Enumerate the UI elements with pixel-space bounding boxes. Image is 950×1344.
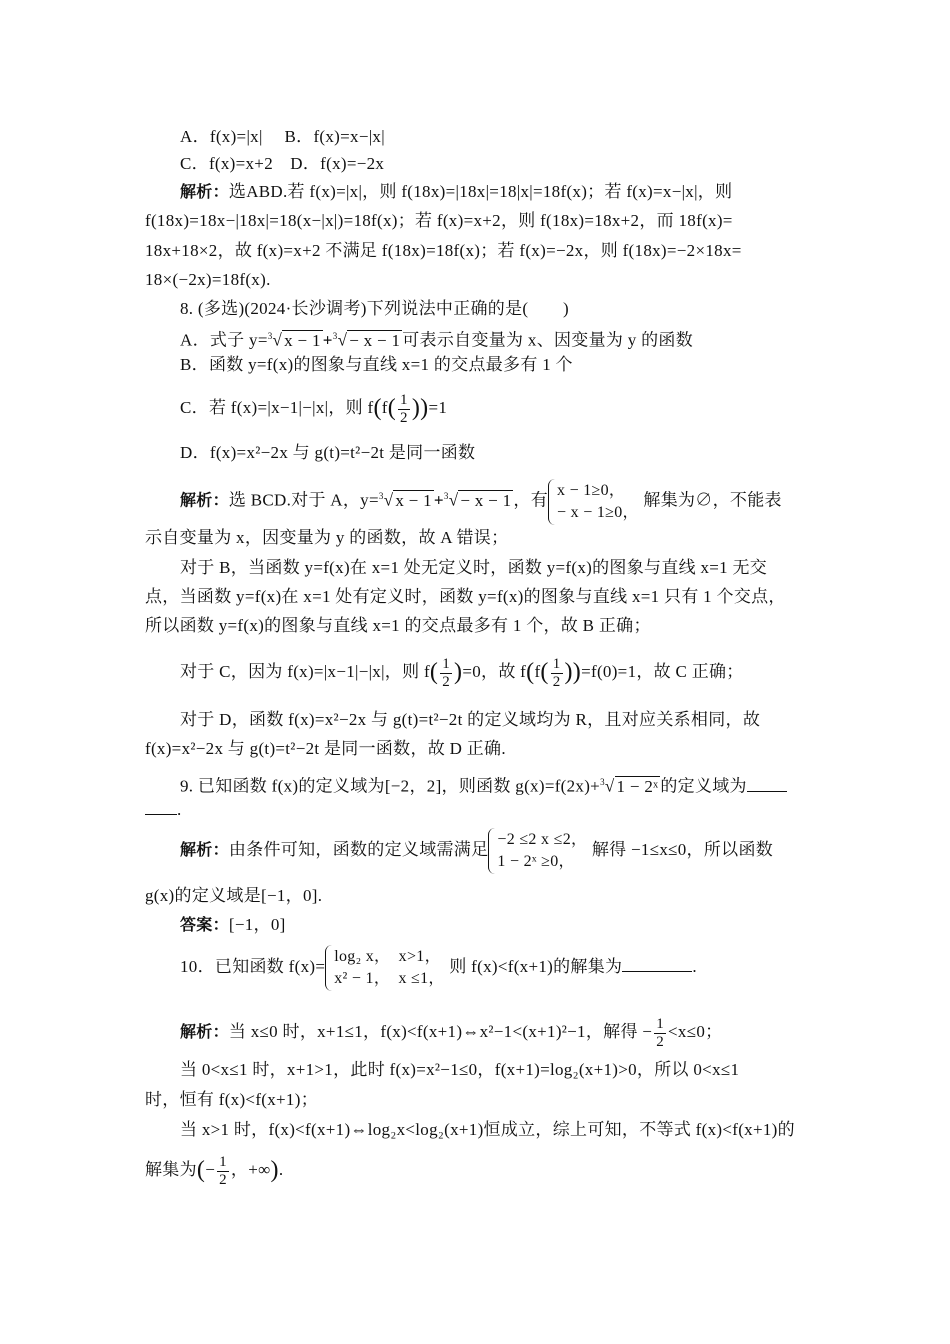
q7-analysis-line-1 [180,180,840,205]
analysis-label: 解析： [180,842,229,859]
q9-analysis-line-2: g(x)的定义域是[−1，0]. [145,886,323,905]
fraction-one-half: $\frac{1}{2}$ [219,1153,227,1188]
q10-interval-upper: ，+∞ [230,1160,271,1179]
q8-option-a-plus: + [322,330,333,350]
q9-answer-value: [−1，0] [228,915,286,934]
q8-analysis-b-line-1: 对于 B，当函数 y=f(x)在 x=1 处无定义时，函数 y=f(x)的图象与直线 x=1 无交 [180,558,768,577]
analysis-label: 解析： [180,492,229,510]
q8-analysis-c-pre: 对于 C，因为 f(x)=|x−1|−|x|，则 f [180,662,430,681]
fraction-one-half: $\frac{1}{2}$ [552,655,561,690]
q10-analysis-line-1 [180,1010,840,1055]
q10-analysis-end: . [278,1160,284,1179]
q8-analysis-c-mid: =0，故 f [462,662,527,681]
q8-option-d: D．f(x)=x²−2x 与 g(t)=t²−2t 是同一函数 [180,443,476,462]
answer-blank-continued[interactable] [145,814,177,815]
fraction-one-half: $\frac{1}{2}$ [400,391,408,426]
q10-analysis-line-5: 解集为(− $\frac{1}{2}$ ，+∞). [145,1153,284,1188]
q10-analysis-line-5-pre: 解集为 [145,1160,197,1179]
q8-option-a-radicand-2: − x − 1 [349,330,401,350]
q8-analysis-c: 对于 C，因为 f(x)=|x−1|−|x|，则 f( $\frac{1}{2}$ )=0，故 f(f( $\frac{1}{2}$ ))=f(0)=1，故 C 正确； [180,655,744,690]
q8-stem: 8. (多选)(2024·长沙调考)下列说法中正确的是( ) [180,299,569,318]
answer-blank[interactable] [622,971,692,972]
q8-inequality-system: x − 1≥0， − x − 1≥0， [548,479,639,525]
q10-analysis-line-3: 时，恒有 f(x)<f(x+1)； [145,1090,318,1109]
q10-interval-minus: − [205,1160,216,1179]
q10-analysis-line-4: 当 x>1 时，f(x)<f(x+1)⇔log₂x<log₂(x+1)恒成立，综上可知，不等式 f(x)<f(x+1)的 [180,1120,795,1139]
q10-analysis-line-2: 当 0<x≤1 时，x+1>1，此时 f(x)=x²−1≤0，f(x+1)=log₂(x+1)>0，所以 0<x≤1 [180,1060,740,1079]
q8-analysis-a-post: 解集为∅，不能表 [643,490,782,510]
q8-option-c-pre: C．若 f(x)=|x−1|−|x|，则 f [180,398,374,417]
q9-stem-end: . [177,800,182,819]
q10-stem [180,944,840,991]
q9-analysis-line-1 [180,828,840,874]
q8-option-b: B．函数 y=f(x)的图象与直线 x=1 的交点最多有 1 个 [180,355,573,374]
q8-analysis-a-line-2: 示自变量为 x，因变量为 y 的函数，故 A 错误； [145,528,509,547]
analysis-label: 解析： [180,184,229,201]
q10-stem-end: . [692,957,697,976]
q7-analysis-text-1: 选ABD.若 f(x)=|x|，则 f(18x)=|18x|=18|x|=18f(x)；若 f(x)=x−|x|，则 [228,182,733,201]
q8-option-a-pre: A．式子 y= [180,330,268,350]
q8-analysis-radicand-2: − x − 1 [460,490,512,510]
answer-blank[interactable] [747,791,787,792]
q7-options-ab: A．f(x)=|x| B．f(x)=x−|x| [180,127,385,146]
q10-piecewise-function: log₂ x， x>1， x² − 1， x ≤1， [325,945,445,991]
q8-analysis-d-line-1: 对于 D，函数 f(x)=x²−2x 与 g(t)=t²−2t 的定义域均为 R，且对应关系相同，故 [180,710,761,729]
q9-analysis-post: 解得 −1≤x≤0，所以函数 [591,840,774,859]
q9-stem: 9. 已知函数 f(x)的定义域为[−2，2]，则函数 g(x)=f(2x)+$^3$√ 1 − 2ˣ 的定义域为 [180,770,840,799]
fraction-one-half: $\frac{1}{2}$ [656,1015,665,1050]
q9-stem-pre: 9. 已知函数 f(x)的定义域为[−2，2]，则函数 g(x)=f(2x)+ [180,776,601,796]
q8-analysis-a-pre: 选 BCD.对于 A，y= [228,490,379,510]
q10-stem-pre: 10．已知函数 f(x)= [180,957,326,976]
q8-option-c-post: =1 [428,398,448,417]
q9-stem-line-2 [145,798,805,822]
q7-options-cd: C．f(x)=x+2 D．f(x)=−2x [180,154,385,173]
q7-analysis-line-2: f(18x)=18x−|18x|=18(x−|x|)=18f(x)；若 f(x)=x+2，则 f(18x)=18x+2，而 18f(x)= [145,211,733,230]
q8-analysis-c-post: =f(0)=1，故 C 正确； [581,662,744,681]
q9-analysis-pre: 由条件可知，函数的定义域需满足 [228,840,489,859]
q9-stem-post: 的定义域为 [660,776,747,796]
q8-option-a-radicand-1: x − 1 [284,330,321,350]
q8-analysis-d-line-2: f(x)=x²−2x 与 g(t)=t²−2t 是同一函数，故 D 正确. [145,739,506,758]
q8-option-a: A．式子 y=$^3$√ x − 1 +$^3$√ − x − 1 可表示自变量为 x、因变量为 y 的函数 [180,330,693,350]
q8-option-c: C．若 f(x)=|x−1|−|x|，则 f(f( $\frac{1}{2}$ ))=1 [180,391,448,426]
answer-label: 答案： [180,917,229,934]
q8-analysis-line-1: 解析：选 BCD.对于 A，y=$^3$√ x − 1 +$^3$√ − x − 1 ，有 x − 1≥0， − x − 1≥0， 解集为∅，不能表 [180,474,840,525]
analysis-label: 解析： [180,1024,229,1041]
q7-analysis-line-3: 18x+18×2，故 f(x)=x+2 不满足 f(18x)=18f(x)；若 f(x)=−2x，则 f(18x)=−2×18x= [145,241,742,260]
q10-stem-post: 则 f(x)<f(x+1)的解集为 [449,957,623,976]
q8-analysis-radicand-1: x − 1 [395,490,432,510]
fraction-one-half: $\frac{1}{2}$ [442,655,451,690]
q8-option-a-post: 可表示自变量为 x、因变量为 y 的函数 [402,330,693,350]
q10-analysis-line-1-post: <x≤0； [668,1022,723,1041]
q10-analysis-line-1-pre: 当 x≤0 时，x+1≤1，f(x)<f(x+1)⇔x²−1<(x+1)²−1，解得 − [228,1022,653,1041]
q9-answer [180,913,840,938]
q9-inequality-system: −2 ≤2 x ≤2， 1 − 2ˣ ≥0， [488,828,587,874]
q8-analysis-b-line-2: 点，当函数 y=f(x)在 x=1 处有定义时，函数 y=f(x)的图象与直线 x=1 只有 1 个交点， [145,587,786,606]
q7-analysis-line-4: 18×(−2x)=18f(x). [145,270,271,289]
q9-stem-radicand: 1 − 2ˣ [616,776,659,796]
q8-analysis-b-line-3: 所以函数 y=f(x)的图象与直线 x=1 的交点最多有 1 个，故 B 正确； [145,616,651,635]
